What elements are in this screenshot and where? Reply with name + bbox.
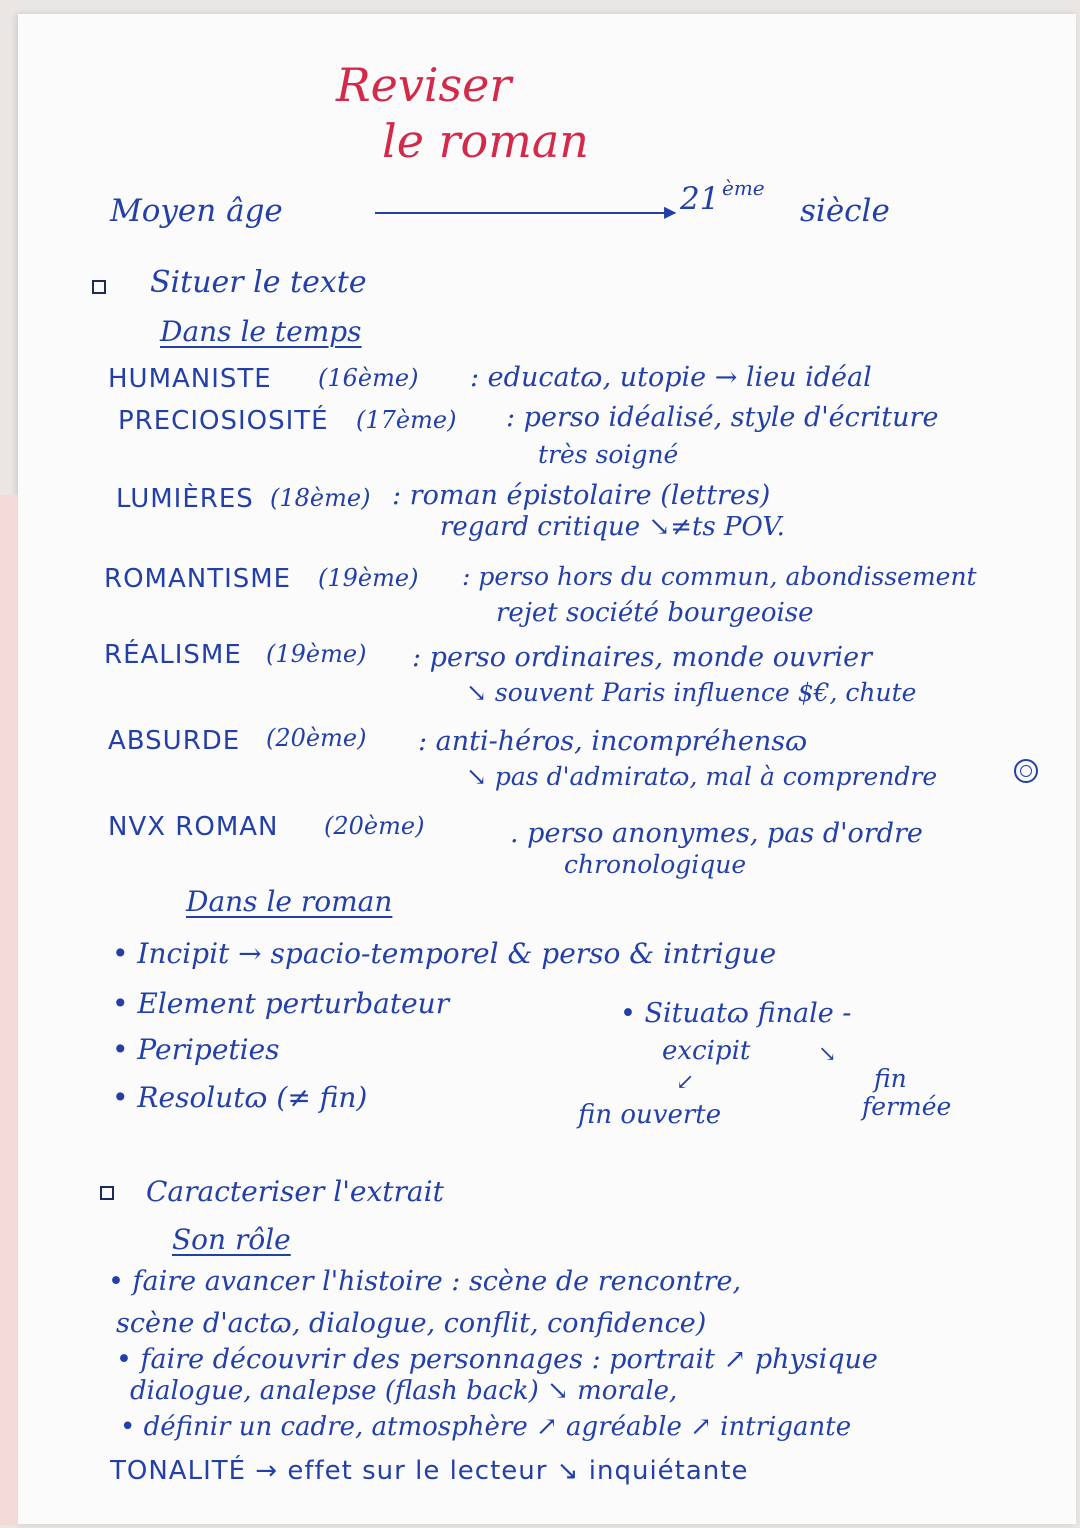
roman-item: • Resolutɷ (≠ fin) [112, 1081, 368, 1114]
movement-name: PRECIOSIOSITÉ [118, 406, 329, 436]
role-line: scène d'actɷ, dialogue, conflit, confidence) [116, 1308, 707, 1339]
section2-heading: Caracteriser l'extrait [146, 1175, 444, 1208]
role-line: • définir un cadre, atmosphère ↗ agréable ↗ intrigante [120, 1412, 852, 1442]
movement-name: HUMANISTE [108, 364, 272, 394]
timeline-end-sup: ème [722, 176, 765, 200]
section1-heading: Situer le texte [150, 265, 367, 300]
movement-desc-line1: : perso idéalisé, style d'écriture [506, 402, 939, 433]
checkbox-icon [100, 1186, 114, 1200]
movement-period: (16ème) [318, 364, 419, 392]
checkbox-icon [92, 280, 106, 294]
movement-period: (20ème) [266, 724, 367, 752]
movement-name: NVX ROMAN [108, 812, 279, 842]
arrow-head-icon: ▶ [664, 202, 677, 221]
fin-excipit: excipit [662, 1036, 751, 1066]
globe-doodle-icon [1014, 759, 1038, 783]
timeline-arrow [375, 212, 675, 214]
title-line1: Reviser [336, 58, 512, 112]
movement-period: (19ème) [318, 564, 419, 592]
fin-ouverte: fin ouverte [578, 1100, 722, 1130]
section1-sub-roman: Dans le roman [186, 885, 393, 918]
fin-situation: • Situatɷ finale - [620, 998, 852, 1029]
movement-desc-line1: : educatɷ, utopie → lieu idéal [470, 362, 872, 393]
timeline-start: Moyen âge [110, 193, 283, 229]
movement-name: ROMANTISME [104, 564, 292, 594]
movement-desc-line2: ↘ pas d'admiratɷ, mal à comprendre [466, 762, 938, 791]
movement-name: ABSURDE [108, 726, 241, 756]
role-line: • faire avancer l'histoire : scène de rencontre, [108, 1266, 742, 1297]
movement-desc-line2: très soigné [538, 440, 679, 469]
movement-name: LUMIÈRES [116, 484, 254, 514]
section1-sub-temps: Dans le temps [160, 315, 362, 348]
roman-item: • Incipit → spacio-temporel & perso & intrigue [112, 937, 777, 970]
title-line2: le roman [382, 114, 589, 168]
movement-desc-line1: : roman épistolaire (lettres) [392, 480, 771, 511]
role-line: TONALITÉ → effet sur le lecteur ↘ inquiétante [110, 1456, 749, 1486]
movement-period: (20ème) [324, 812, 425, 840]
movement-desc-line1: . perso anonymes, pas d'ordre [510, 818, 923, 849]
movement-period: (18ème) [270, 484, 371, 512]
movement-desc-line1: : perso ordinaires, monde ouvrier [412, 642, 873, 673]
movement-name: RÉALISME [104, 640, 242, 670]
timeline-end-word: siècle [800, 193, 890, 229]
timeline-end-num: 21 [680, 181, 720, 217]
arrow-down-right-icon: ↘ [818, 1042, 837, 1067]
fin-fermee-line2: fermée [862, 1092, 952, 1121]
movement-desc-line1: : perso hors du commun, abondissement [462, 562, 977, 591]
role-line: dialogue, analepse (flash back) ↘ morale, [130, 1376, 678, 1406]
roman-item: • Peripeties [112, 1033, 280, 1066]
movement-period: (19ème) [266, 640, 367, 668]
movement-desc-line2: chronologique [564, 850, 747, 879]
movement-desc-line2: ↘ souvent Paris influence $€, chute [466, 678, 917, 707]
role-line: • faire découvrir des personnages : portrait ↗ physique [116, 1344, 878, 1375]
movement-desc-line2: rejet société bourgeoise [496, 598, 814, 628]
movement-desc-line1: : anti-héros, incompréhensɷ [418, 726, 808, 757]
movement-period: (17ème) [356, 406, 457, 434]
section2-sub-role: Son rôle [172, 1223, 291, 1256]
fin-fermee-line1: fin [874, 1064, 907, 1093]
roman-item: • Element perturbateur [112, 987, 450, 1020]
arrow-down-left-icon: ↙ [676, 1070, 695, 1095]
movement-desc-line2: regard critique ↘≠ts POV. [440, 512, 785, 542]
page-edge-strip [0, 495, 18, 1525]
